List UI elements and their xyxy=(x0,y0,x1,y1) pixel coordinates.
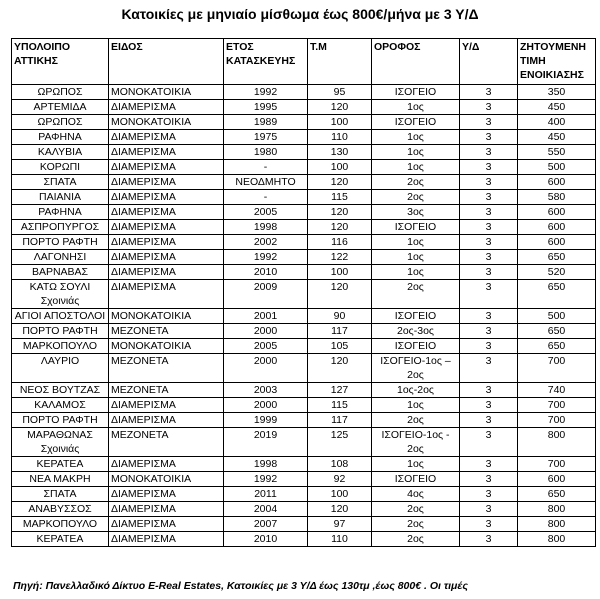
bedrooms-cell: 3 xyxy=(460,130,518,145)
price-cell: 650 xyxy=(518,280,596,309)
bedrooms-cell: 3 xyxy=(460,115,518,130)
table-row xyxy=(12,487,596,502)
year-cell: 1998 xyxy=(224,220,308,235)
area-cell: ΜΑΡΚΟΠΟΥΛΟ xyxy=(12,339,109,354)
sqm-cell: 130 xyxy=(308,145,372,160)
table-row xyxy=(12,130,596,145)
sqm-cell: 120 xyxy=(308,502,372,517)
type-cell: ΔΙΑΜΕΡΙΣΜΑ xyxy=(109,413,224,428)
area-cell: ΡΑΦΗΝΑ xyxy=(12,205,109,220)
year-cell: - xyxy=(224,190,308,205)
floor-cell: 1ος-2ος xyxy=(372,383,460,398)
table-row xyxy=(12,517,596,532)
area-cell: ΛΑΥΡΙΟ xyxy=(12,354,109,383)
year-cell: 1989 xyxy=(224,115,308,130)
floor-cell: 1ος xyxy=(372,100,460,115)
floor-cell: 1ος xyxy=(372,457,460,472)
bedrooms-cell: 3 xyxy=(460,472,518,487)
floor-cell: 2ος-3ος xyxy=(372,324,460,339)
table-row xyxy=(12,457,596,472)
price-cell: 740 xyxy=(518,383,596,398)
floor-cell: ΙΣΟΓΕΙΟ xyxy=(372,472,460,487)
floor-cell: 1ος xyxy=(372,235,460,250)
bedrooms-cell: 3 xyxy=(460,324,518,339)
area-cell: ΚΑΛΑΜΟΣ xyxy=(12,398,109,413)
header-year: ΕΤΟΣ ΚΑΤΑΣΚΕΥΗΣ xyxy=(224,39,308,85)
area-cell: ΝΕΑ ΜΑΚΡΗ xyxy=(12,472,109,487)
page-title: Κατοικίες με μηνιαίο μίσθωμα έως 800€/μήνα με 3 Υ/Δ xyxy=(121,6,479,22)
floor-cell: 4ος xyxy=(372,487,460,502)
bedrooms-cell: 3 xyxy=(460,398,518,413)
sqm-cell: 120 xyxy=(308,280,372,309)
table-row xyxy=(12,85,596,100)
type-cell: ΔΙΑΜΕΡΙΣΜΑ xyxy=(109,205,224,220)
floor-cell: ΙΣΟΓΕΙΟ-1ος - 2ος xyxy=(372,428,460,457)
table-row xyxy=(12,398,596,413)
year-cell: 2019 xyxy=(224,428,308,457)
bedrooms-cell: 3 xyxy=(460,265,518,280)
floor-cell: ΙΣΟΓΕΙΟ xyxy=(372,339,460,354)
price-cell: 800 xyxy=(518,502,596,517)
year-cell: 2011 xyxy=(224,487,308,502)
year-cell: 2009 xyxy=(224,280,308,309)
area-cell: ΜΑΡΚΟΠΟΥΛΟ xyxy=(12,517,109,532)
bedrooms-cell: 3 xyxy=(460,354,518,383)
type-cell: ΔΙΑΜΕΡΙΣΜΑ xyxy=(109,280,224,309)
bedrooms-cell: 3 xyxy=(460,85,518,100)
price-cell: 600 xyxy=(518,220,596,235)
price-cell: 450 xyxy=(518,130,596,145)
sqm-cell: 116 xyxy=(308,235,372,250)
type-cell: ΜΕΖΟΝΕΤΑ xyxy=(109,383,224,398)
floor-cell: 1ος xyxy=(372,250,460,265)
bedrooms-cell: 3 xyxy=(460,190,518,205)
year-cell: 1992 xyxy=(224,472,308,487)
year-cell: 2000 xyxy=(224,398,308,413)
table-row xyxy=(12,339,596,354)
price-cell: 600 xyxy=(518,235,596,250)
type-cell: ΔΙΑΜΕΡΙΣΜΑ xyxy=(109,487,224,502)
sqm-cell: 100 xyxy=(308,115,372,130)
floor-cell: ΙΣΟΓΕΙΟ xyxy=(372,85,460,100)
header-type: ΕΙΔΟΣ xyxy=(109,39,224,85)
area-cell: ΚΕΡΑΤΕΑ xyxy=(12,457,109,472)
table-row xyxy=(12,324,596,339)
bedrooms-cell: 3 xyxy=(460,457,518,472)
area-cell: ΡΑΦΗΝΑ xyxy=(12,130,109,145)
floor-cell: 1ος xyxy=(372,130,460,145)
type-cell: ΔΙΑΜΕΡΙΣΜΑ xyxy=(109,502,224,517)
area-cell: ΒΑΡΝΑΒΑΣ xyxy=(12,265,109,280)
table-row xyxy=(12,428,596,457)
floor-cell: ΙΣΟΓΕΙΟ xyxy=(372,220,460,235)
area-cell: ΚΑΤΩ ΣΟΥΛΙ Σχοινιάς xyxy=(12,280,109,309)
sqm-cell: 120 xyxy=(308,354,372,383)
table-row xyxy=(12,309,596,324)
area-cell: ΠΟΡΤΟ ΡΑΦΤΗ xyxy=(12,324,109,339)
sqm-cell: 92 xyxy=(308,472,372,487)
year-cell: 2000 xyxy=(224,324,308,339)
rentals-table xyxy=(11,38,596,547)
price-cell: 700 xyxy=(518,398,596,413)
sqm-cell: 127 xyxy=(308,383,372,398)
price-cell: 500 xyxy=(518,160,596,175)
year-cell: 2004 xyxy=(224,502,308,517)
type-cell: ΔΙΑΜΕΡΙΣΜΑ xyxy=(109,517,224,532)
floor-cell: ΙΣΟΓΕΙΟ-1ος – 2ος xyxy=(372,354,460,383)
price-cell: 550 xyxy=(518,145,596,160)
table-row xyxy=(12,100,596,115)
type-cell: ΜΕΖΟΝΕΤΑ xyxy=(109,324,224,339)
floor-cell: 2ος xyxy=(372,280,460,309)
type-cell: ΔΙΑΜΕΡΙΣΜΑ xyxy=(109,265,224,280)
sqm-cell: 110 xyxy=(308,532,372,547)
year-cell: 2002 xyxy=(224,235,308,250)
price-cell: 800 xyxy=(518,517,596,532)
price-cell: 600 xyxy=(518,205,596,220)
sqm-cell: 100 xyxy=(308,487,372,502)
area-cell: ΣΠΑΤΑ xyxy=(12,487,109,502)
bedrooms-cell: 3 xyxy=(460,502,518,517)
price-cell: 650 xyxy=(518,339,596,354)
price-cell: 580 xyxy=(518,190,596,205)
floor-cell: 1ος xyxy=(372,398,460,413)
year-cell: 1992 xyxy=(224,85,308,100)
price-cell: 800 xyxy=(518,532,596,547)
sqm-cell: 120 xyxy=(308,220,372,235)
year-cell: 2000 xyxy=(224,354,308,383)
bedrooms-cell: 3 xyxy=(460,220,518,235)
table-row xyxy=(12,413,596,428)
table-row xyxy=(12,532,596,547)
sqm-cell: 117 xyxy=(308,413,372,428)
price-cell: 650 xyxy=(518,250,596,265)
source-note: Πηγή: Πανελλαδικό Δίκτυο E-Real Estates, Κατοικίες με 3 Υ/Δ έως 130τμ ,έως 800€ . Οι τιμές xyxy=(13,580,468,592)
area-cell: ΣΠΑΤΑ xyxy=(12,175,109,190)
area-cell: ΛΑΓΟΝΗΣΙ xyxy=(12,250,109,265)
bedrooms-cell: 3 xyxy=(460,383,518,398)
type-cell: ΔΙΑΜΕΡΙΣΜΑ xyxy=(109,190,224,205)
year-cell: 2001 xyxy=(224,309,308,324)
area-cell: ΑΓΙΟΙ ΑΠΟΣΤΟΛΟΙ xyxy=(12,309,109,324)
price-cell: 520 xyxy=(518,265,596,280)
bedrooms-cell: 3 xyxy=(460,235,518,250)
table-row xyxy=(12,235,596,250)
price-cell: 400 xyxy=(518,115,596,130)
price-cell: 500 xyxy=(518,309,596,324)
sqm-cell: 97 xyxy=(308,517,372,532)
bedrooms-cell: 3 xyxy=(460,309,518,324)
table-row xyxy=(12,115,596,130)
floor-cell: 3ος xyxy=(372,205,460,220)
price-cell: 700 xyxy=(518,457,596,472)
year-cell: 1980 xyxy=(224,145,308,160)
floor-cell: ΙΣΟΓΕΙΟ xyxy=(372,309,460,324)
price-cell: 650 xyxy=(518,324,596,339)
area-cell: ΠΟΡΤΟ ΡΑΦΤΗ xyxy=(12,235,109,250)
year-cell: - xyxy=(224,160,308,175)
price-cell: 700 xyxy=(518,413,596,428)
floor-cell: 1ος xyxy=(372,265,460,280)
type-cell: ΔΙΑΜΕΡΙΣΜΑ xyxy=(109,145,224,160)
table-row xyxy=(12,472,596,487)
table-row xyxy=(12,205,596,220)
sqm-cell: 115 xyxy=(308,190,372,205)
price-cell: 650 xyxy=(518,487,596,502)
sqm-cell: 110 xyxy=(308,130,372,145)
header-floor: ΟΡΟΦΟΣ xyxy=(372,39,460,85)
type-cell: ΜΟΝΟΚΑΤΟΙΚΙΑ xyxy=(109,339,224,354)
bedrooms-cell: 3 xyxy=(460,100,518,115)
type-cell: ΜΟΝΟΚΑΤΟΙΚΙΑ xyxy=(109,115,224,130)
floor-cell: 2ος xyxy=(372,502,460,517)
header-price: ΖΗΤΟΥΜΕΝΗ ΤΙΜΗ ΕΝΟΙΚΙΑΣΗΣ xyxy=(518,39,596,85)
year-cell: 2010 xyxy=(224,532,308,547)
table-row xyxy=(12,383,596,398)
sqm-cell: 90 xyxy=(308,309,372,324)
area-cell: ΑΣΠΡΟΠΥΡΓΟΣ xyxy=(12,220,109,235)
bedrooms-cell: 3 xyxy=(460,339,518,354)
year-cell: 1998 xyxy=(224,457,308,472)
area-cell: ΜΑΡΑΘΩΝΑΣ Σχοινιάς xyxy=(12,428,109,457)
bedrooms-cell: 3 xyxy=(460,250,518,265)
table-row xyxy=(12,502,596,517)
price-cell: 600 xyxy=(518,175,596,190)
area-cell: ΚΟΡΩΠΙ xyxy=(12,160,109,175)
bedrooms-cell: 3 xyxy=(460,145,518,160)
sqm-cell: 105 xyxy=(308,339,372,354)
header-row xyxy=(12,39,596,85)
year-cell: 1992 xyxy=(224,250,308,265)
floor-cell: 2ος xyxy=(372,413,460,428)
sqm-cell: 100 xyxy=(308,160,372,175)
table-row xyxy=(12,220,596,235)
bedrooms-cell: 3 xyxy=(460,428,518,457)
type-cell: ΔΙΑΜΕΡΙΣΜΑ xyxy=(109,160,224,175)
year-cell: 1975 xyxy=(224,130,308,145)
table-row xyxy=(12,160,596,175)
type-cell: ΔΙΑΜΕΡΙΣΜΑ xyxy=(109,250,224,265)
area-cell: ΠΑΙΑΝΙΑ xyxy=(12,190,109,205)
type-cell: ΔΙΑΜΕΡΙΣΜΑ xyxy=(109,130,224,145)
header-sqm: Τ.Μ xyxy=(308,39,372,85)
type-cell: ΜΟΝΟΚΑΤΟΙΚΙΑ xyxy=(109,309,224,324)
table-body xyxy=(12,85,596,547)
year-cell: 2005 xyxy=(224,205,308,220)
year-cell: 2005 xyxy=(224,339,308,354)
type-cell: ΜΟΝΟΚΑΤΟΙΚΙΑ xyxy=(109,472,224,487)
area-cell: ΑΝΑΒΥΣΣΟΣ xyxy=(12,502,109,517)
sqm-cell: 125 xyxy=(308,428,372,457)
type-cell: ΜΕΖΟΝΕΤΑ xyxy=(109,428,224,457)
type-cell: ΔΙΑΜΕΡΙΣΜΑ xyxy=(109,398,224,413)
floor-cell: 2ος xyxy=(372,175,460,190)
type-cell: ΜΕΖΟΝΕΤΑ xyxy=(109,354,224,383)
sqm-cell: 120 xyxy=(308,205,372,220)
type-cell: ΔΙΑΜΕΡΙΣΜΑ xyxy=(109,457,224,472)
header-bedrooms: Υ/Δ xyxy=(460,39,518,85)
price-cell: 800 xyxy=(518,428,596,457)
year-cell: 2010 xyxy=(224,265,308,280)
bedrooms-cell: 3 xyxy=(460,413,518,428)
type-cell: ΔΙΑΜΕΡΙΣΜΑ xyxy=(109,235,224,250)
bedrooms-cell: 3 xyxy=(460,280,518,309)
area-cell: ΠΟΡΤΟ ΡΑΦΤΗ xyxy=(12,413,109,428)
floor-cell: 1ος xyxy=(372,160,460,175)
table-row xyxy=(12,250,596,265)
bedrooms-cell: 3 xyxy=(460,517,518,532)
type-cell: ΜΟΝΟΚΑΤΟΙΚΙΑ xyxy=(109,85,224,100)
year-cell: 1999 xyxy=(224,413,308,428)
table-row xyxy=(12,190,596,205)
area-cell: ΝΕΟΣ ΒΟΥΤΖΑΣ xyxy=(12,383,109,398)
floor-cell: 1ος xyxy=(372,145,460,160)
type-cell: ΔΙΑΜΕΡΙΣΜΑ xyxy=(109,100,224,115)
table-row xyxy=(12,145,596,160)
area-cell: ΚΕΡΑΤΕΑ xyxy=(12,532,109,547)
table-row xyxy=(12,354,596,383)
type-cell: ΔΙΑΜΕΡΙΣΜΑ xyxy=(109,175,224,190)
price-cell: 450 xyxy=(518,100,596,115)
sqm-cell: 115 xyxy=(308,398,372,413)
sqm-cell: 122 xyxy=(308,250,372,265)
sqm-cell: 120 xyxy=(308,100,372,115)
type-cell: ΔΙΑΜΕΡΙΣΜΑ xyxy=(109,532,224,547)
bedrooms-cell: 3 xyxy=(460,205,518,220)
area-cell: ΑΡΤΕΜΙΔΑ xyxy=(12,100,109,115)
year-cell: ΝΕΟΔΜΗΤΟ xyxy=(224,175,308,190)
area-cell: ΩΡΩΠΟΣ xyxy=(12,115,109,130)
area-cell: ΚΑΛΥΒΙΑ xyxy=(12,145,109,160)
table-row xyxy=(12,280,596,309)
bedrooms-cell: 3 xyxy=(460,487,518,502)
bedrooms-cell: 3 xyxy=(460,532,518,547)
year-cell: 2007 xyxy=(224,517,308,532)
sqm-cell: 100 xyxy=(308,265,372,280)
bedrooms-cell: 3 xyxy=(460,160,518,175)
floor-cell: 2ος xyxy=(372,532,460,547)
table-row xyxy=(12,265,596,280)
type-cell: ΔΙΑΜΕΡΙΣΜΑ xyxy=(109,220,224,235)
price-cell: 700 xyxy=(518,354,596,383)
sqm-cell: 117 xyxy=(308,324,372,339)
year-cell: 1995 xyxy=(224,100,308,115)
sqm-cell: 120 xyxy=(308,175,372,190)
floor-cell: 2ος xyxy=(372,517,460,532)
sqm-cell: 95 xyxy=(308,85,372,100)
price-cell: 600 xyxy=(518,472,596,487)
area-cell: ΩΡΩΠΟΣ xyxy=(12,85,109,100)
header-area: ΥΠΟΛΟΙΠΟ ΑΤΤΙΚΗΣ xyxy=(12,39,109,85)
bedrooms-cell: 3 xyxy=(460,175,518,190)
sqm-cell: 108 xyxy=(308,457,372,472)
floor-cell: ΙΣΟΓΕΙΟ xyxy=(372,115,460,130)
price-cell: 350 xyxy=(518,85,596,100)
year-cell: 2003 xyxy=(224,383,308,398)
floor-cell: 2ος xyxy=(372,190,460,205)
table-row xyxy=(12,175,596,190)
